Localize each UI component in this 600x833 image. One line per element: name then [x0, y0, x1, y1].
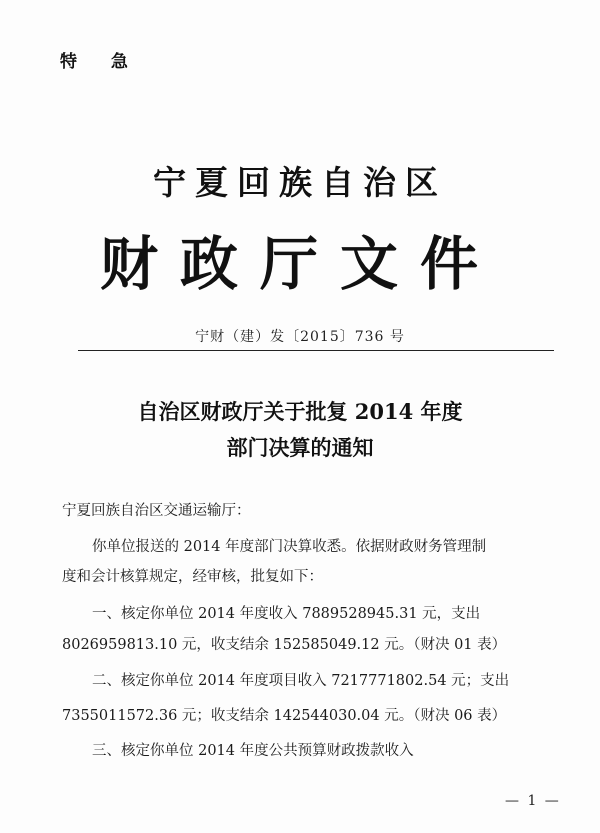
page-number: — 1 —: [505, 793, 561, 809]
salutation: 宁夏回族自治区交通运输厅：: [62, 503, 251, 519]
notice-title-line1: 自治区财政厅关于批复 2014 年度: [137, 399, 463, 424]
body-line: 一、核定你单位 2014 年度收入 7889528945.31 元，支出: [92, 606, 481, 622]
issuer-region: 宁夏回族自治区: [153, 163, 447, 202]
body-line: 8026959813.10 元，收支结余 152585049.12 元。（财决 01 表）: [62, 637, 507, 653]
body-line: 三、核定你单位 2014 年度公共预算财政拨款收入: [92, 743, 414, 759]
notice-title-line2: 部门决算的通知: [226, 435, 374, 460]
body-line: 二、核定你单位 2014 年度项目收入 7217771802.54 元；支出: [92, 673, 510, 689]
header-divider: [78, 350, 554, 351]
body-line: 度和会计核算规定，经审核，批复如下：: [62, 569, 323, 585]
body-line: 你单位报送的 2014 年度部门决算收悉。依据财政财务管理制: [92, 539, 487, 555]
issuer-document-title: 财政厅文件: [99, 230, 500, 298]
urgency-label: 特 急: [60, 52, 142, 72]
document-number: 宁财（建）发〔2015〕736 号: [195, 329, 405, 345]
body-line: 7355011572.36 元；收支结余 142544030.04 元。（财决 06 表）: [62, 708, 507, 724]
